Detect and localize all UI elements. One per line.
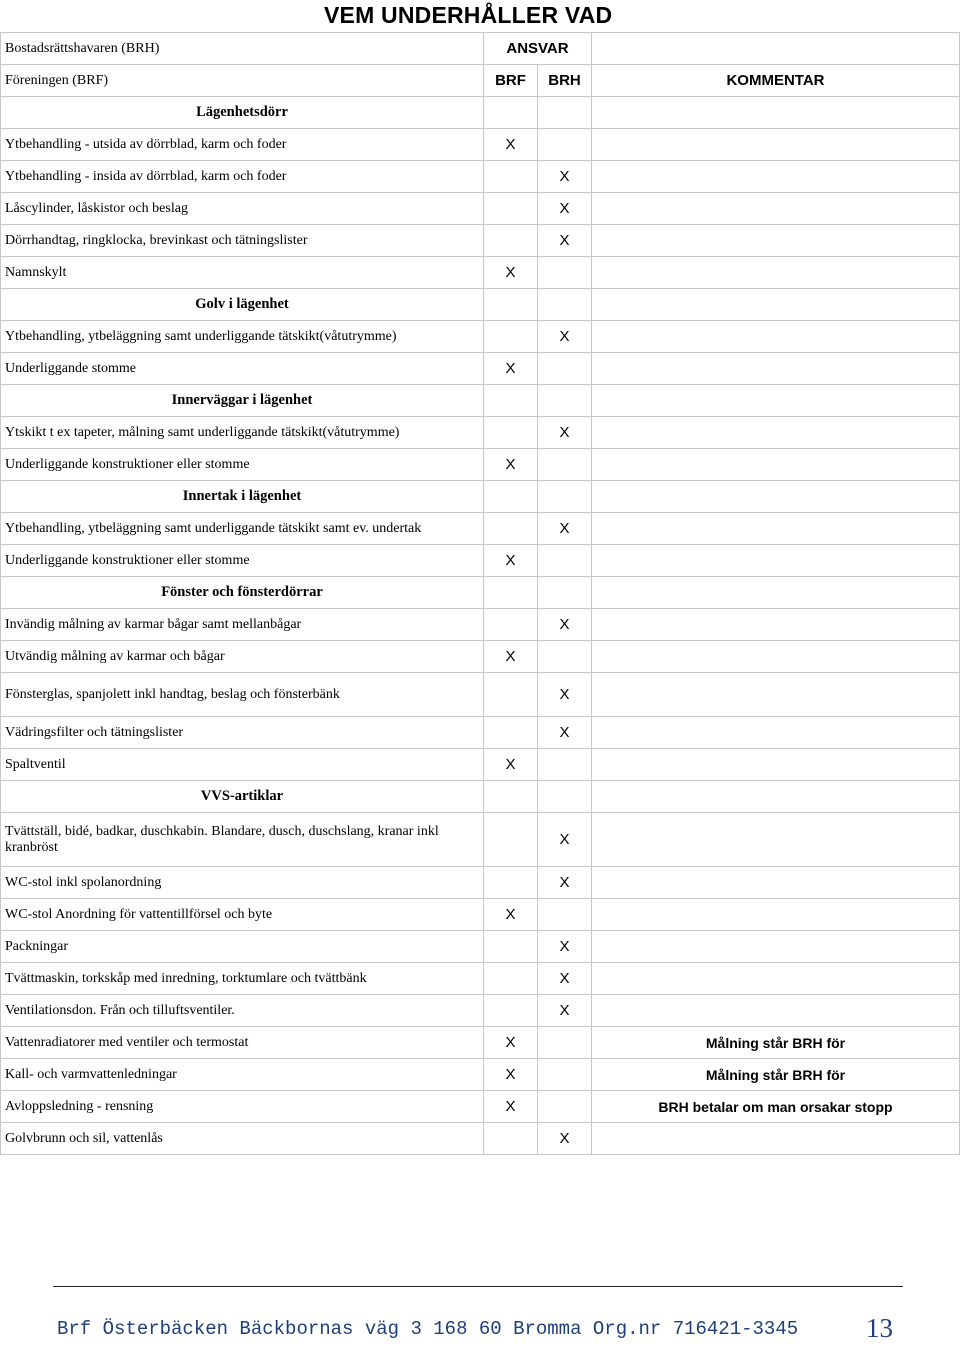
brh-mark <box>538 449 592 481</box>
brf-mark <box>484 931 538 963</box>
table-row <box>1 1123 960 1155</box>
table-row <box>1 963 960 995</box>
item-label: Vattenradiatorer med ventiler och termostat <box>1 1027 484 1059</box>
empty-cell <box>538 385 592 417</box>
footer-divider <box>53 1286 903 1287</box>
item-label: Kall- och varmvattenledningar <box>1 1059 484 1091</box>
empty-cell <box>538 481 592 513</box>
item-label: Namnskylt <box>1 257 484 289</box>
section-title: VVS-artiklar <box>1 781 484 813</box>
brf-mark: X <box>484 1027 538 1059</box>
item-label: Ytbehandling, ytbeläggning samt underliggande tätskikt(våtutrymme) <box>1 321 484 353</box>
legend-row-brh <box>1 33 960 65</box>
comment <box>592 257 960 289</box>
brf-mark <box>484 995 538 1027</box>
comment: BRH betalar om man orsakar stopp <box>592 1091 960 1123</box>
table-row <box>1 257 960 289</box>
empty-cell <box>484 289 538 321</box>
comment <box>592 813 960 867</box>
comment <box>592 449 960 481</box>
brf-mark <box>484 867 538 899</box>
brf-mark: X <box>484 1091 538 1123</box>
item-label: Tvättmaskin, torkskåp med inredning, torktumlare och tvättbänk <box>1 963 484 995</box>
footer-address: Brf Österbäcken Bäckbornas väg 3 168 60 Bromma Org.nr 716421-3345 <box>57 1318 799 1340</box>
comment <box>592 995 960 1027</box>
brh-mark: X <box>538 161 592 193</box>
brh-mark: X <box>538 1123 592 1155</box>
brf-mark <box>484 673 538 717</box>
brh-mark: X <box>538 193 592 225</box>
table-row <box>1 609 960 641</box>
item-label: Invändig målning av karmar bågar samt mellanbågar <box>1 609 484 641</box>
empty-cell <box>538 97 592 129</box>
table-row <box>1 449 960 481</box>
comment <box>592 545 960 577</box>
table-row <box>1 513 960 545</box>
item-label: Tvättställ, bidé, badkar, duschkabin. Blandare, dusch, duschslang, kranar inkl kranbröst <box>1 813 484 867</box>
table-row <box>1 129 960 161</box>
brf-mark <box>484 609 538 641</box>
empty-cell <box>484 781 538 813</box>
legend-brf: Föreningen (BRF) <box>1 65 484 97</box>
comment <box>592 417 960 449</box>
brf-mark: X <box>484 449 538 481</box>
table-row <box>1 545 960 577</box>
brh-mark <box>538 257 592 289</box>
item-label: Vädringsfilter och tätningslister <box>1 717 484 749</box>
table-row <box>1 353 960 385</box>
brh-mark: X <box>538 995 592 1027</box>
brf-mark <box>484 193 538 225</box>
comment: Målning står BRH för <box>592 1059 960 1091</box>
brh-mark <box>538 899 592 931</box>
comment <box>592 353 960 385</box>
comment <box>592 225 960 257</box>
brh-mark <box>538 545 592 577</box>
kommentar-header: KOMMENTAR <box>592 65 960 97</box>
table-row <box>1 717 960 749</box>
section-title: Innertak i lägenhet <box>1 481 484 513</box>
item-label: Ytbehandling - utsida av dörrblad, karm och foder <box>1 129 484 161</box>
table-row <box>1 673 960 717</box>
brf-mark <box>484 225 538 257</box>
item-label: Packningar <box>1 931 484 963</box>
legend-brh: Bostadsrättshavaren (BRH) <box>1 33 484 65</box>
comment <box>592 321 960 353</box>
brf-header: BRF <box>484 65 538 97</box>
brh-mark <box>538 1059 592 1091</box>
item-label: WC-stol inkl spolanordning <box>1 867 484 899</box>
brh-mark: X <box>538 225 592 257</box>
table-row <box>1 931 960 963</box>
section-row <box>1 577 960 609</box>
empty-cell <box>538 289 592 321</box>
brh-mark <box>538 1027 592 1059</box>
section-title: Fönster och fönsterdörrar <box>1 577 484 609</box>
table-row <box>1 193 960 225</box>
item-label: Underliggande konstruktioner eller stomme <box>1 545 484 577</box>
section-row <box>1 481 960 513</box>
section-title: Innerväggar i lägenhet <box>1 385 484 417</box>
brh-mark: X <box>538 867 592 899</box>
brf-mark: X <box>484 749 538 781</box>
brf-mark <box>484 417 538 449</box>
empty-cell <box>484 481 538 513</box>
brf-mark <box>484 813 538 867</box>
item-label: Låscylinder, låskistor och beslag <box>1 193 484 225</box>
brf-mark <box>484 717 538 749</box>
comment <box>592 513 960 545</box>
brh-mark: X <box>538 321 592 353</box>
comment <box>592 867 960 899</box>
brf-mark <box>484 963 538 995</box>
empty-cell <box>484 97 538 129</box>
brh-mark: X <box>538 513 592 545</box>
brh-mark: X <box>538 931 592 963</box>
table-body <box>1 33 960 1155</box>
table-row <box>1 995 960 1027</box>
item-label: Golvbrunn och sil, vattenlås <box>1 1123 484 1155</box>
section-row <box>1 289 960 321</box>
item-label: Ytskikt t ex tapeter, målning samt underliggande tätskikt(våtutrymme) <box>1 417 484 449</box>
empty-cell <box>484 385 538 417</box>
brh-mark <box>538 749 592 781</box>
section-title: Golv i lägenhet <box>1 289 484 321</box>
table-row <box>1 813 960 867</box>
item-label: Fönsterglas, spanjolett inkl handtag, beslag och fönsterbänk <box>1 673 484 717</box>
comment <box>592 129 960 161</box>
table-row <box>1 225 960 257</box>
brf-mark: X <box>484 1059 538 1091</box>
table-row <box>1 321 960 353</box>
section-title: Lägenhetsdörr <box>1 97 484 129</box>
item-label: Ytbehandling - insida av dörrblad, karm och foder <box>1 161 484 193</box>
comment <box>592 749 960 781</box>
empty-cell <box>592 577 960 609</box>
brf-mark: X <box>484 545 538 577</box>
brh-mark <box>538 641 592 673</box>
brh-mark: X <box>538 417 592 449</box>
comment <box>592 673 960 717</box>
item-label: Ventilationsdon. Från och tilluftsventiler. <box>1 995 484 1027</box>
comment <box>592 931 960 963</box>
section-row <box>1 97 960 129</box>
empty-cell <box>592 33 960 65</box>
brf-mark: X <box>484 899 538 931</box>
brh-mark: X <box>538 609 592 641</box>
page-number: 13 <box>866 1313 893 1343</box>
brh-mark: X <box>538 813 592 867</box>
item-label: Dörrhandtag, ringklocka, brevinkast och tätningslister <box>1 225 484 257</box>
item-label: Underliggande stomme <box>1 353 484 385</box>
table-row <box>1 641 960 673</box>
section-row <box>1 781 960 813</box>
item-label: Underliggande konstruktioner eller stomme <box>1 449 484 481</box>
table-row <box>1 1091 960 1123</box>
comment <box>592 609 960 641</box>
ansvar-header: ANSVAR <box>484 33 592 65</box>
section-row <box>1 385 960 417</box>
empty-cell <box>538 781 592 813</box>
item-label: Utvändig målning av karmar och bågar <box>1 641 484 673</box>
brh-mark: X <box>538 717 592 749</box>
brf-mark <box>484 161 538 193</box>
legend-row-brf <box>1 65 960 97</box>
table-row <box>1 417 960 449</box>
brf-mark: X <box>484 129 538 161</box>
empty-cell <box>592 97 960 129</box>
table-row <box>1 1027 960 1059</box>
brf-mark: X <box>484 257 538 289</box>
comment <box>592 193 960 225</box>
empty-cell <box>592 481 960 513</box>
comment <box>592 717 960 749</box>
table-row <box>1 867 960 899</box>
brf-mark <box>484 1123 538 1155</box>
item-label: Spaltventil <box>1 749 484 781</box>
comment <box>592 1123 960 1155</box>
comment <box>592 161 960 193</box>
brf-mark <box>484 321 538 353</box>
table-row <box>1 899 960 931</box>
empty-cell <box>592 385 960 417</box>
brh-mark: X <box>538 673 592 717</box>
comment <box>592 963 960 995</box>
comment <box>592 641 960 673</box>
responsibility-table <box>0 32 960 1155</box>
brf-mark <box>484 513 538 545</box>
empty-cell <box>538 577 592 609</box>
brh-mark <box>538 129 592 161</box>
table-row <box>1 1059 960 1091</box>
item-label: Ytbehandling, ytbeläggning samt underliggande tätskikt samt ev. undertak <box>1 513 484 545</box>
table-row <box>1 161 960 193</box>
item-label: Avloppsledning - rensning <box>1 1091 484 1123</box>
comment <box>592 899 960 931</box>
brh-header: BRH <box>538 65 592 97</box>
item-label: WC-stol Anordning för vattentillförsel och byte <box>1 899 484 931</box>
brh-mark <box>538 1091 592 1123</box>
empty-cell <box>484 577 538 609</box>
brf-mark: X <box>484 353 538 385</box>
empty-cell <box>592 289 960 321</box>
table-row <box>1 749 960 781</box>
comment: Målning står BRH för <box>592 1027 960 1059</box>
brh-mark: X <box>538 963 592 995</box>
empty-cell <box>592 781 960 813</box>
brh-mark <box>538 353 592 385</box>
brf-mark: X <box>484 641 538 673</box>
page-title: VEM UNDERHÅLLER VAD <box>324 2 613 28</box>
